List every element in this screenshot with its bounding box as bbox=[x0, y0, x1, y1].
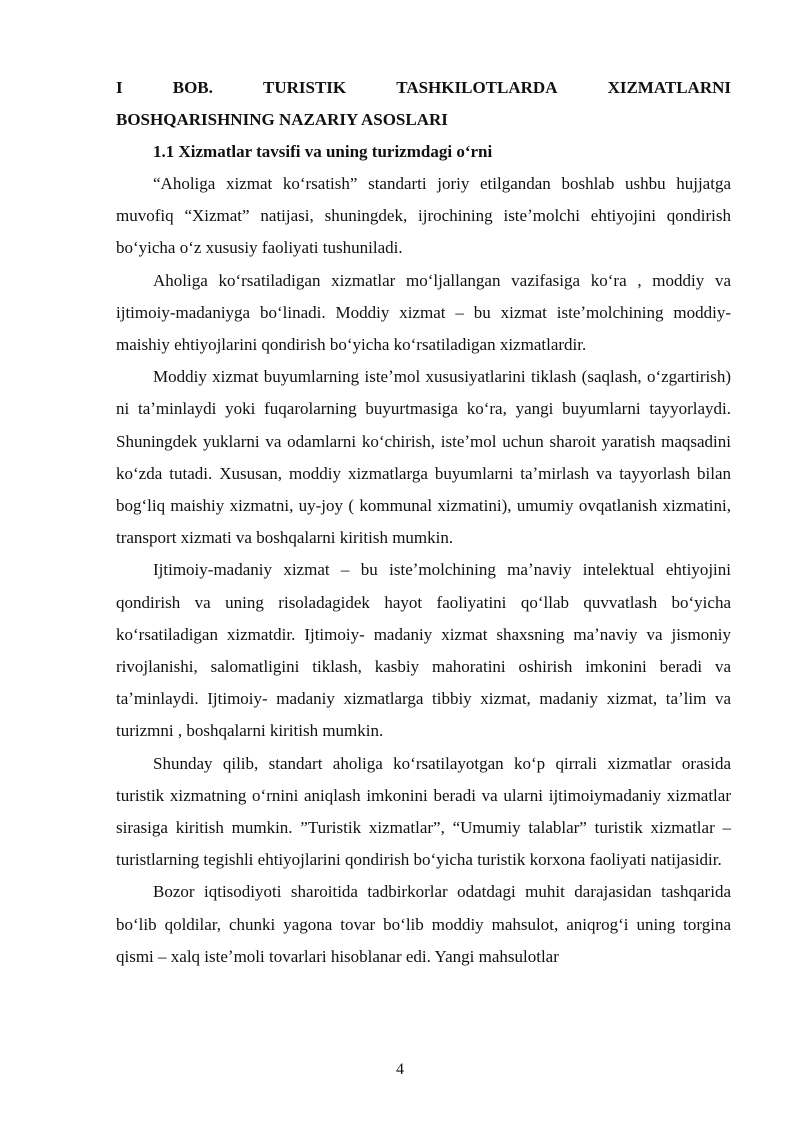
chapter-title-word: XIZMATLARNI bbox=[607, 78, 731, 97]
paragraph: “Aholiga xizmat koʻrsatish” standarti joriy etilgandan boshlab ushbu hujjatga muvofiq “Xizmat” natijasi, shuningdek, ijrochining isteʼmolchi ehtiyojini qondirish boʻyicha oʻz xususiy faoliyati tushuniladi. bbox=[116, 174, 731, 258]
paragraph: Aholiga koʻrsatiladigan xizmatlar moʻljallangan vazifasiga koʻra , moddiy va ijtimoiy-madaniyga boʻlinadi. Moddiy xizmat – bu xizmat isteʼmolchining moddiy- maishiy ehtiyojlarini qondirish boʻyicha koʻrsatiladigan xizmatlardir. bbox=[116, 270, 731, 355]
paragraph: Moddiy xizmat buyumlarning isteʼmol xususiyatlarini tiklash (saqlash, oʻzgartirish) ni taʼminlaydi yoki fuqarolarning buyurtmasiga koʻra, yangi buyumlarni tayyorlaydi. Shuningdek yuklarni va odamlarni koʻchirish, isteʼmol uchun sharoit yaratish maqsadini koʻzda tutadi. Xususan, moddiy xizmatlarga buyumlarni taʼmirlash va tayyorlash bilan bogʻliq maishiy xizmatni, uy-joy ( kommunal xizmatini), umumiy ovqatlanish xizmatini, transport xizmati va boshqalarni kiritish mumkin. bbox=[116, 367, 731, 548]
chapter-title-word: BOB. bbox=[172, 78, 213, 97]
paragraph: Ijtimoiy-madaniy xizmat – bu isteʼmolchining maʼnaviy intelektual ehtiyojini qondirish va uning risoladagidek hayot faoliyatini qoʻllab quvvatlash boʻyicha koʻrsatiladigan xizmatdir. Ijtimoiy- madaniy xizmat shaxsning maʼnaviy va jismoniy rivojlanishi, salomatligini tiklash, kasbiy mahoratini oshirish imkonini beradi va taʼminlaydi. Ijtimoiy- madaniy xizmatlarga tibbiy xizmat, madaniy xizmat, taʼlim va turizmni , boshqalarni kiritish mumkin. bbox=[116, 560, 731, 741]
paragraph: Bozor iqtisodiyoti sharoitida tadbirkorlar odatdagi muhit darajasidan tashqarida boʻlib qoldilar, chunki yagona tovar boʻlib moddiy mahsulot, aniqrogʻi uning torgina qismi – xalq isteʼmoli tovarlari hisoblanar edi. Yangi mahsulotlar bbox=[116, 882, 731, 966]
chapter-title-word: I bbox=[116, 78, 123, 97]
page-number: 4 bbox=[396, 1061, 404, 1078]
chapter-title bbox=[116, 72, 731, 136]
chapter-title-word: TASHKILOTLARDA bbox=[396, 78, 558, 97]
chapter-title-line-2: BOSHQARISHNING NAZARIY ASOSLARI bbox=[116, 110, 448, 129]
chapter-title-word: TURISTIK bbox=[263, 78, 347, 97]
page-content bbox=[116, 72, 731, 973]
chapter-title-line-1 bbox=[116, 72, 731, 104]
section-title: 1.1 Xizmatlar tavsifi va uning turizmdagi oʻrni bbox=[153, 142, 493, 161]
paragraph: Shunday qilib, standart aholiga koʻrsatilayotgan koʻp qirrali xizmatlar orasida turistik xizmatning oʻrnini aniqlash imkonini beradi va ularni ijtimoiymadaniy xizmatlar sirasiga kiritish mumkin. ”Turistik xizmatlar”, “Umumiy talablar” turistik xizmatlar – turistlarning tegishli ehtiyojlarini qondirish boʻyicha turistik korxona faoliyati natijasidir. bbox=[116, 753, 731, 870]
